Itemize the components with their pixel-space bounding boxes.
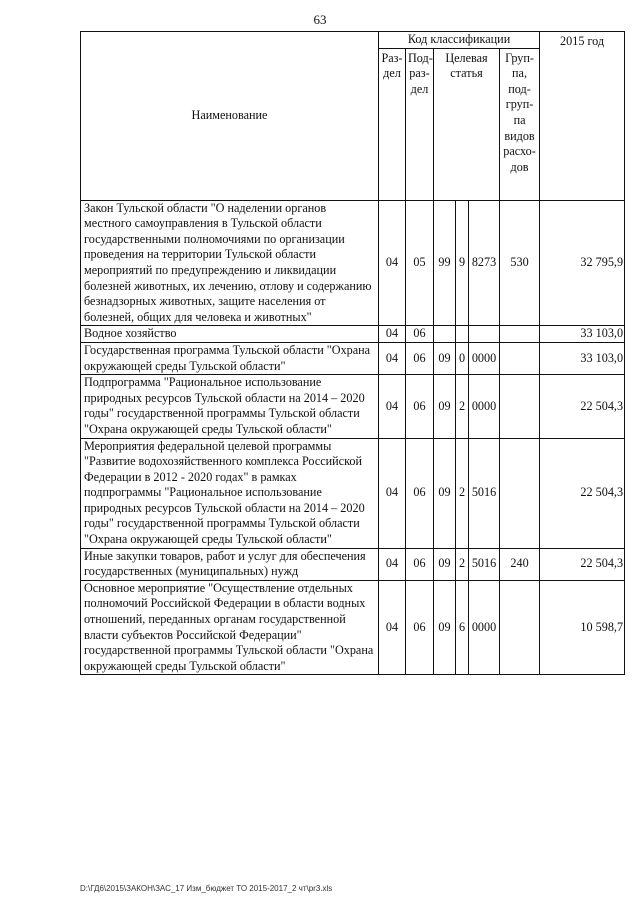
- row-target-subprogram: 2: [456, 375, 469, 438]
- row-subsection: 05: [406, 200, 434, 326]
- row-expense-group: [500, 580, 540, 675]
- row-subsection: 06: [406, 375, 434, 438]
- budget-table: [80, 31, 625, 675]
- row-name: Иные закупки товаров, работ и услуг для обеспечения государственных (муниципальных) нужд: [81, 548, 379, 580]
- header-name: Наименование: [81, 32, 379, 201]
- row-section: 04: [379, 375, 406, 438]
- row-target-program: 09: [434, 438, 456, 548]
- row-section: 04: [379, 580, 406, 675]
- row-name: Подпрограмма "Рациональное использование природных ресурсов Тульской области на 2014 – 2020 годы" государственной программы Тульской области "Охрана окружающей среды Тульской области": [81, 375, 379, 438]
- table-row: [81, 548, 625, 580]
- row-target-subprogram: 9: [456, 200, 469, 326]
- row-subsection: 06: [406, 438, 434, 548]
- row-amount: 22 504,3: [540, 548, 625, 580]
- row-target-program: 09: [434, 580, 456, 675]
- row-expense-group: [500, 326, 540, 343]
- table-row: [81, 342, 625, 374]
- table-row: [81, 580, 625, 675]
- row-section: 04: [379, 548, 406, 580]
- row-amount: 33 103,0: [540, 342, 625, 374]
- row-section: 04: [379, 200, 406, 326]
- row-name: Водное хозяйство: [81, 326, 379, 343]
- row-target-subprogram: [456, 326, 469, 343]
- header-target: Целевая статья: [434, 48, 500, 200]
- row-target-program: 09: [434, 342, 456, 374]
- header-subsection: Под- раз- дел: [406, 48, 434, 200]
- row-target-direction: 0000: [469, 375, 500, 438]
- table-row: [81, 375, 625, 438]
- row-section: 04: [379, 326, 406, 343]
- row-amount: 22 504,3: [540, 438, 625, 548]
- row-target-subprogram: 0: [456, 342, 469, 374]
- row-target-direction: 5016: [469, 548, 500, 580]
- header-row-top: [81, 32, 625, 49]
- row-target-subprogram: 2: [456, 548, 469, 580]
- header-section: Раз- дел: [379, 48, 406, 200]
- row-name: Закон Тульской области "О наделении органов местного самоуправления в Тульской области государственными полномочиями по организации проведения на территории Тульской области мероприятий по предупреждению и ликвидации болезней животных, их лечению, отлову и содержанию безнадзорных животных, защите населения от болезней, общих для человека и животных": [81, 200, 379, 326]
- page-number: 63: [313, 12, 327, 27]
- row-target-subprogram: 6: [456, 580, 469, 675]
- row-subsection: 06: [406, 326, 434, 343]
- row-section: 04: [379, 342, 406, 374]
- row-target-direction: 0000: [469, 580, 500, 675]
- row-expense-group: 240: [500, 548, 540, 580]
- row-expense-group: [500, 342, 540, 374]
- row-target-direction: 0000: [469, 342, 500, 374]
- row-target-program: 99: [434, 200, 456, 326]
- row-amount: 22 504,3: [540, 375, 625, 438]
- row-section: 04: [379, 438, 406, 548]
- row-target-direction: 8273: [469, 200, 500, 326]
- row-expense-group: [500, 375, 540, 438]
- row-name: Основное мероприятие "Осуществление отдельных полномочий Российской Федерации в области водных отношений, переданных органам государственной власти субъектов Российской Федерации" государственной программы Тульской области "Охрана окружающей среды Тульской области": [81, 580, 379, 675]
- row-subsection: 06: [406, 580, 434, 675]
- row-target-program: [434, 326, 456, 343]
- header-group: Груп- па, под- груп- па видов расхо- дов: [500, 48, 540, 200]
- table-row: [81, 438, 625, 548]
- row-target-direction: 5016: [469, 438, 500, 548]
- row-expense-group: 530: [500, 200, 540, 326]
- row-target-direction: [469, 326, 500, 343]
- header-code-group: Код классификации: [379, 32, 540, 49]
- row-target-subprogram: 2: [456, 438, 469, 548]
- row-name: Государственная программа Тульской области "Охрана окружающей среды Тульской области": [81, 342, 379, 374]
- row-expense-group: [500, 438, 540, 548]
- table-row: [81, 326, 625, 343]
- row-amount: 10 598,7: [540, 580, 625, 675]
- row-amount: 32 795,9: [540, 200, 625, 326]
- row-target-program: 09: [434, 548, 456, 580]
- row-target-program: 09: [434, 375, 456, 438]
- file-path-footer: D:\ГД6\2015\ЗАКОН\ЗАС_17 Изм_бюджет ТО 2015-2017_2 чт\pr3.xls: [80, 884, 333, 893]
- row-subsection: 06: [406, 548, 434, 580]
- table-row: [81, 200, 625, 326]
- header-year: 2015 год: [540, 32, 625, 201]
- row-subsection: 06: [406, 342, 434, 374]
- table-body: [81, 200, 625, 675]
- row-name: Мероприятия федеральной целевой программы "Развитие водохозяйственного комплекса Российской Федерации в 2012 - 2020 годах" в рамках подпрограммы "Рациональное использование природных ресурсов Тульской области на 2014 – 2020 годы" государственной программы Тульской области "Охрана окружающей среды Тульской области": [81, 438, 379, 548]
- row-amount: 33 103,0: [540, 326, 625, 343]
